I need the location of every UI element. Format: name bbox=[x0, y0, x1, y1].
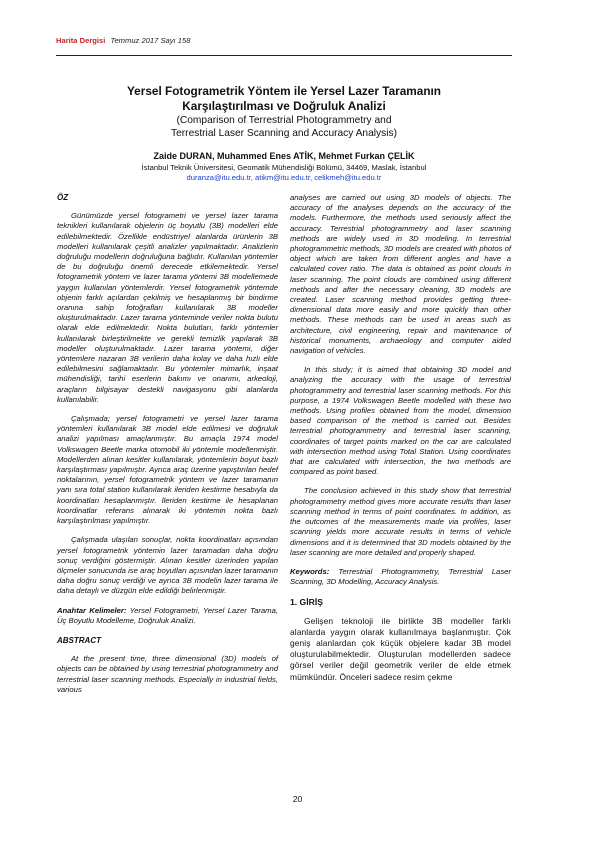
author-emails[interactable]: duranza@itu.edu.tr, atikm@itu.edu.tr, celikmeh@itu.edu.tr bbox=[186, 173, 382, 182]
issue-info: Temmuz 2017 Sayı 158 bbox=[110, 36, 191, 45]
keywords-tr bbox=[57, 606, 278, 626]
title-en-line2: Terrestrial Laser Scanning and Accuracy Analysis) bbox=[171, 128, 397, 139]
keywords-tr-text: Yersel Fotogrametri, Yersel Lazer Tarama, Üç Boyutlu Modelleme, Doğruluk Analizi. bbox=[57, 605, 278, 625]
title-en-line1: (Comparison of Terrestrial Photogrammetry and bbox=[176, 115, 392, 126]
right-column bbox=[290, 193, 511, 683]
journal-name: Harita Dergisi bbox=[56, 36, 106, 45]
keywords-en-label: Keywords: bbox=[290, 566, 330, 576]
oz-paragraph-3: Çalışmada ulaşılan sonuçlar, nokta koordinatları açısından yersel fotogrametrik yöntemin lazer taramadan daha doğru sonuç verdiğini göstermiştir. Alınan kesitler üzerinden yapılan ölçmeler sonucunda ise araç boyutları açısından lazer taramanın daha doğru sonuç verdiği ve ayrıca 3B modelin lazer tarama ile daha detaylı ve düzgün elde edildiği belirlenmiştir. bbox=[57, 535, 278, 596]
abstract-paragraph-1-cont: analyses are carried out using 3D models of objects. The accuracy of the analyses depends on the accuracy of the models. Furthermore, the methods used seriously affect the accuracy. Terrestrial photogrammetry and laser scanning methods are widely used in 3D modeling. In terrestrial photogrammetric methods, 3D models are created with photos of object which are taken from different angles and have a calculated cover ratio. The data is obtained as point clouds in laser scanning. The point clouds are combined using different methods and after the necessary cleaning, 3D models are created. Laser scanning method provides getting three-dimensional data more easily and more quickly than other methods. These methods can be used in areas such as architecture, civil engineering, repair and maintenance of historical monuments, archaeology and computer aided navigation of vehicles. bbox=[290, 193, 511, 356]
abstract-heading: ABSTRACT bbox=[57, 635, 101, 645]
abstract-paragraph-2: In this study; it is aimed that obtaining 3D model and analyzing the accuracy with the usage of terrestrial photogrammetry and terrestrial laser scanning methods. For this purpose, a 1974 Volkswagen Beetle modelled with these two methods. Using profiles obtained from the model, dimension based comparison of the method is carried out. Besides terrestrial photogrammetry and terrestrial laser scanning, coordinates of target points marked on the car are calculated with intersection method using Total Station. Using coordinates that are calculated with intersection, the two methods are compared as point based. bbox=[290, 365, 511, 477]
abstract-paragraph-3: The conclusion achieved in this study show that terrestrial photogrammetry method gives more accurate results than laser scanning method in terms of point coordinates. In addition, as the outcomes of the measurements made via profiles, laser scanning yields more accurate results in terms of vehicle dimensions and it is determined that 3D models obtained by the laser scanning are more detailed and properly shaped. bbox=[290, 486, 511, 557]
page-number: 20 bbox=[292, 794, 303, 804]
keywords-tr-label: Anahtar Kelimeler: bbox=[57, 605, 127, 615]
intro-paragraph-1: Gelişen teknoloji ile birlikte 3B modeller farklı alanlarda yaygın olarak kullanılmaya başlanmıştır. Çok geniş alanlardan çok küçük objelere kadar 3B model oluşturulabilmektedir. Oluşturulan modellerden sadece görsel veriler değil geometrik veriler de elde etmek mümkündür. Önceleri sadece resim çekme bbox=[290, 615, 511, 682]
intro-heading: 1. GİRİŞ bbox=[290, 597, 323, 608]
oz-paragraph-1: Günümüzde yersel fotogrametri ve yersel lazer tarama teknikleri kullanılarak objelerin üç boyutlu (3B) modelleri elde edilebilmektedir. Özellikle endüstriyel alanlarda ürünlerin 3B modelleri kullanılarak çeşitli analizler yapılmaktadır. Analizlerin doğruluğu modellerin doğruluğuna bağlıdır. Kullanılan yöntemler de bu doğruluğu önemli derecede etkilemektedir. Yersel fotogrametrik yöntem ve lazer tarama yöntemi 3B modellemede yaygın kullanılan yöntemlerdir. Yersel fotogrametrik yöntemde objenin farklı açılardan çekilmiş ve hesaplanmış bir bindirme oranına sahip fotoğrafları kullanılarak 3B modeller oluşturulmaktadır. Lazer tarama yönteminde veriler nokta bulutu olarak elde edilmektedir. Nokta bulutları, farklı yöntemler kullanılarak birleştirilmekte ve gerekli temizlik yapılarak 3B modeller oluşturulmaktadır. Lazer tarama yöntemi, diğer yöntemlere nazaran 3B verilerin daha kolay ve daha hızlı elde edilebilmesini sağlamaktadır. Bu yöntemler mimarlık, inşaat mühendisliği, tarihi eserlerin bakımı ve onarımı, arkeoloji, araçların bilgisayar destekli navigasyonu gibi alanlarda kullanılabilir. bbox=[57, 211, 278, 404]
affiliation: İstanbul Teknik Üniversitesi, Geomatik Mühendisliği Bölümü, 34469, Maslak, İstanbul bbox=[141, 163, 427, 172]
keywords-en-text: Terrestrial Photogrammetry, Terrestrial Laser Scanning, 3D Modelling, Accuracy Analysis. bbox=[290, 566, 511, 587]
left-column bbox=[57, 193, 278, 704]
title-block bbox=[56, 84, 512, 140]
keywords-en bbox=[290, 567, 511, 587]
title-tr-line1: Yersel Fotogrametrik Yöntem ile Yersel Lazer Taramanın bbox=[126, 84, 442, 98]
running-header bbox=[56, 36, 190, 45]
abstract-paragraph-1-start: At the present time, three dimensional (3D) models of objects can be obtained by using terrestrial photogrammetry and terrestrial laser scanning methods. Especially in industrial fields, various bbox=[57, 654, 278, 694]
authors: Zaide DURAN, Muhammed Enes ATİK, Mehmet Furkan ÇELİK bbox=[153, 151, 415, 161]
title-tr-line2: Karşılaştırılması ve Doğruluk Analizi bbox=[182, 99, 386, 113]
header-rule bbox=[56, 55, 512, 56]
oz-heading: ÖZ bbox=[57, 193, 69, 202]
oz-paragraph-2: Çalışmada; yersel fotogrametri ve yersel lazer tarama yöntemleri kullanılarak 3B model elde edilmesi ve doğruluk analizi yapılması amaçlanmıştır. Bu amaçla 1974 model Volkswagen Beetle marka otomobil iki yöntemle modellenmiştir. Modellerden alınan kesitler kullanılarak, yöntemlerin boyut bazlı karşılaştırması yapılmıştır. Ayrıca araç üzerine yapıştırılan hedef noktalarının, yersel fotogrametrik yöntem ve lazer taramanın yanı sıra total station kullanılarak ileriden kestirme hesabıyla da koordinatları hesaplanmıştır. İleriden kestirme ile hesaplanan koordinatlar referans alınarak iki yöntemin nokta bazlı karşılaştırılması yapılmıştır. bbox=[57, 414, 278, 526]
